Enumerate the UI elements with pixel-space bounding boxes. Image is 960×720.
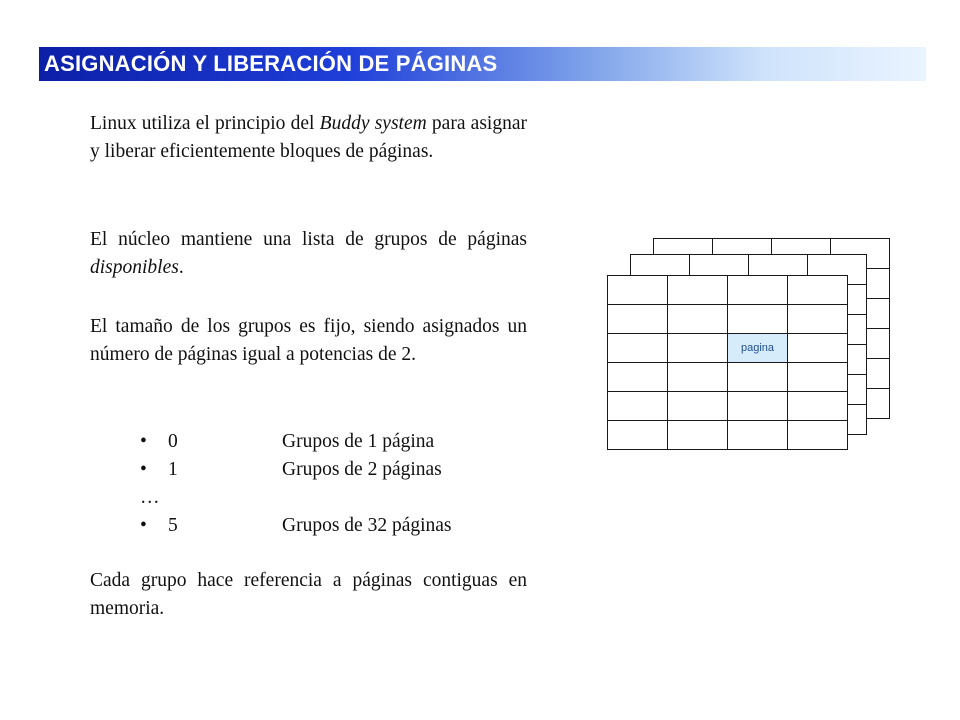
list-item-order: 0 (168, 431, 178, 452)
para2-text-a: El núcleo mantiene una lista de grupos de páginas (90, 229, 527, 250)
paragraph-tamano-grupos: El tamaño de los grupos es fijo, siendo asignados un número de páginas igual a potencias de 2. (90, 316, 527, 365)
list-item (140, 456, 560, 484)
list-item-description: Grupos de 2 páginas (282, 459, 442, 480)
paragraph-lista-grupos (90, 226, 527, 282)
list-item-order: 1 (168, 459, 178, 480)
bullet: • (140, 431, 147, 452)
bullet: • (140, 515, 147, 536)
para2-emphasis: disponibles (90, 257, 179, 278)
paragraph-paginas-contiguas: Cada grupo hace referencia a páginas contiguas en memoria. (90, 570, 527, 619)
list-ellipsis: … (140, 487, 160, 508)
para1-text-a: Linux utiliza el principio del (90, 113, 320, 134)
bullet: • (140, 459, 147, 480)
pagina-cell: pagina (728, 334, 788, 363)
group-size-list (140, 428, 560, 540)
page-title: ASIGNACIÓN Y LIBERACIÓN DE PÁGINAS (44, 51, 498, 76)
list-item (140, 428, 560, 456)
page-grid-front (607, 275, 848, 450)
paragraph-buddy-system (90, 110, 527, 166)
para2-text-c: . (178, 257, 184, 278)
list-item (140, 512, 560, 540)
list-item-description: Grupos de 32 páginas (282, 515, 452, 536)
list-item-description: Grupos de 1 página (282, 431, 435, 452)
para1-emphasis: Buddy system (319, 113, 427, 134)
para1-text-c: para asignar y liberar eficientemente bloques de páginas. (90, 113, 527, 162)
list-item-order: 5 (168, 515, 178, 536)
page-groups-diagram (600, 230, 910, 470)
